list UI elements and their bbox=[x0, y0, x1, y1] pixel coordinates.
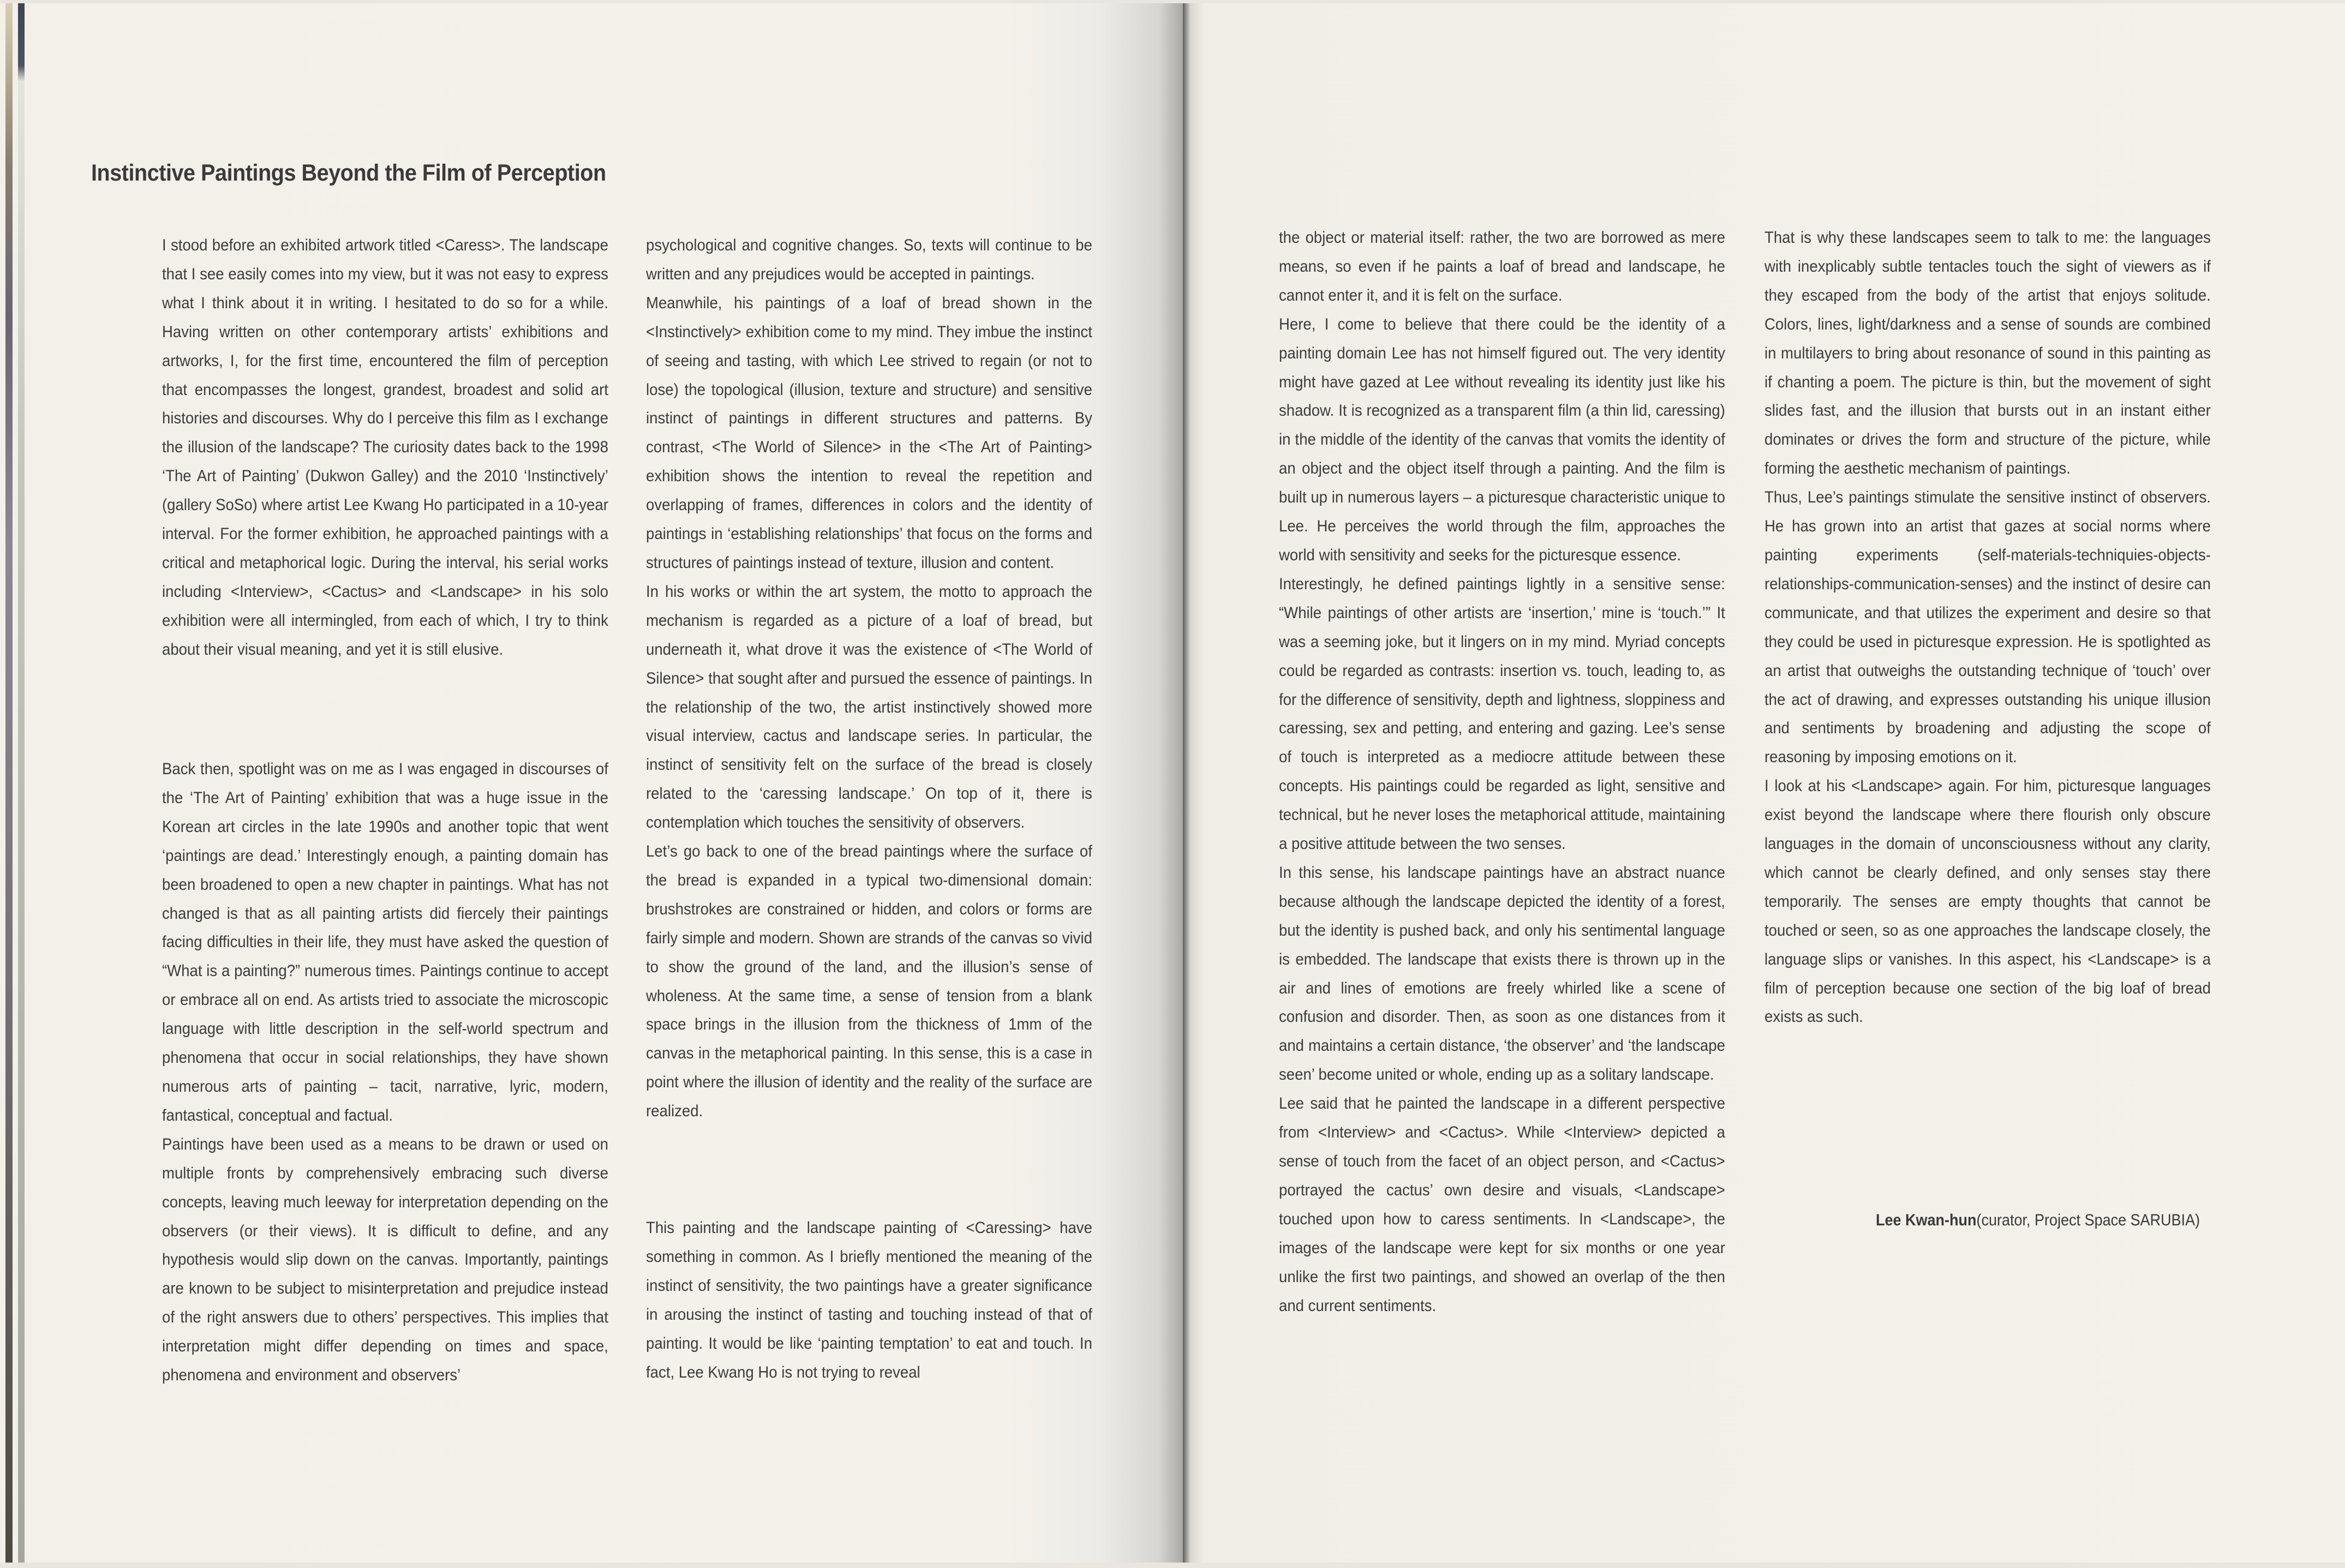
page-edge-stack-inner bbox=[18, 3, 25, 1563]
paragraph: Back then, spotlight was on me as I was engaged in discourses of the ‘The Art of Painting’ exhibition that was a huge issue in the Korean art circles in the late 1990s and another topic that went ‘paintings are dead.’ Interestingly enough, a painting domain has been broadened to open a new chapter in paintings. What has not changed is that as all painting artists did fiercely their paintings facing difficulties in their life, they must have asked the question of “What is a painting?” numerous times. Paintings continue to accept or embrace all on end. As artists tried to associate the microscopic language with little description in the self-world spectrum and phenomena that occur in social relationships, they have shown numerous arts of painting – tacit, narrative, lyric, modern, fantastical, conceptual and factual. bbox=[162, 760, 608, 1124]
paragraph: In his works or within the art system, the motto to approach the mechanism is regarded as a picture of a loaf of bread, but underneath it, what drove it was the existence of <The World of Silence> that sought after and pursued the essence of paintings. In the relationship of the two, the artist instinctively showed more visual interview, cactus and landscape series. In particular, the instinct of sensitivity felt on the surface of the bread is closely related to the ‘caressing landscape.’ On top of it, there is contemplation which touches the sensitivity of observers. bbox=[646, 582, 1092, 832]
paragraph: Interestingly, he defined paintings lightly in a sensitive sense: “While paintings of other artists are ‘insertion,’ mine is ‘touch.’” It was a seeming joke, but it lingers on in my mind. Myriad concepts could be regarded as contrasts: insertion vs. touch, leading to, as for the difference of sensitivity, depth and lightness, sloppiness and caressing, sex and petting, and entering and gazing. Lee’s sense of touch is interpreted as a mediocre attitude between these concepts. His paintings could be regarded as light, sensitive and technical, but he never loses the metaphorical attitude, maintaining a positive attitude between the two senses. bbox=[1279, 574, 1725, 853]
column-3 bbox=[1279, 224, 1725, 1320]
paragraph: I look at his <Landscape> again. For him, picturesque languages exist beyond the landscape where there flourish only obscure languages in the domain of unconsciousness without any clarity, which cannot be clearly defined, and only senses stay there temporarily. The senses are empty thoughts that cannot be touched or seen, so as one approaches the landscape closely, the language slips or vanishes. In this aspect, his <Landscape> is a film of perception because one section of the big loaf of bread exists as such. bbox=[1764, 777, 2211, 1026]
column-4 bbox=[1764, 224, 2211, 1032]
paragraph: I stood before an exhibited artwork titled <Caress>. The landscape that I see easily comes into my view, but it was not easy to express what I think about it in writing. I hesitated to do so for a while. Having written on other contemporary artists’ exhibitions and artworks, I, for the first time, encountered the film of perception that encompasses the longest, grandest, broadest and solid art histories and discourses. Why do I perceive this film as I exchange the illusion of the landscape? The curiosity dates back to the 1998 ‘The Art of Painting’ (Dukwon Galley) and the 2010 ‘Instinctively’ (gallery SoSo) where artist Lee Kwang Ho participated in a 10-year interval. For the former exhibition, he approached paintings with a critical and metaphorical logic. During the interval, his serial works including <Interview>, <Cactus> and <Landscape> in his solo exhibition were all intermingled, from each of which, I try to think about their visual meaning, and yet it is still elusive. bbox=[162, 236, 608, 659]
column-1-block-2 bbox=[162, 755, 608, 1390]
column-2-block-2 bbox=[646, 1214, 1092, 1387]
paragraph: Lee said that he painted the landscape in a different perspective from <Interview> and <Cactus>. While <Interview> depicted a sense of touch from the facet of an object person, and <Cactus> portrayed the cactus’ own desire and visuals, <Landscape> touched upon how to caress sentiments. In <Landscape>, the images of the landscape were kept for six months or one year unlike the first two paintings, and showed an overlap of the then and current sentiments. bbox=[1279, 1094, 1725, 1315]
author-name: Lee Kwan-hun bbox=[1876, 1211, 1977, 1229]
paragraph: the object or material itself: rather, the two are borrowed as mere means, so even if he paints a loaf of bread and landscape, he cannot enter it, and it is felt on the surface. bbox=[1279, 229, 1725, 304]
paragraph: Meanwhile, his paintings of a loaf of bread shown in the <Instinctively> exhibition come to my mind. They imbue the instinct of seeing and tasting, with which Lee strived to regain (or not to lose) the topological (illusion, texture and structure) and sensitive instinct of paintings in different structures and patterns. By contrast, <The World of Silence> in the <The Art of Painting> exhibition shows the intention to reveal the repetition and overlapping of frames, differences in colors and the identity of paintings in ‘establishing relationships’ that focus on the forms and structures of paintings instead of texture, illusion and content. bbox=[646, 294, 1092, 572]
paragraph: In this sense, his landscape paintings have an abstract nuance because although the landscape depicted the identity of a forest, but the identity is pushed back, and only his sentimental language is embedded. The landscape that exists there is thrown up in the air and lines of emotions are freely whirled like a scene of confusion and disorder. Then, as soon as one distances from it and maintains a certain distance, ‘the observer’ and ‘the landscape seen’ become united or whole, ending up as a solitary landscape. bbox=[1279, 863, 1725, 1084]
column-1-block-1 bbox=[162, 231, 608, 665]
paragraph: psychological and cognitive changes. So, texts will continue to be written and any prejudices would be accepted in paintings. bbox=[646, 236, 1092, 283]
paragraph: Let’s go back to one of the bread paintings where the surface of the bread is expanded in a typical two-dimensional domain: brushstrokes are constrained or hidden, and colors or forms are fairly simple and modern. Shown are strands of the canvas so vivid to show the ground of the land, and the illusion’s sense of wholeness. At the same time, a sense of tension from a blank space brings in the illusion from the thickness of 1mm of the canvas in the metaphorical painting. In this sense, this is a case in point where the illusion of identity and the reality of the surface are realized. bbox=[646, 842, 1092, 1121]
paragraph: Thus, Lee’s paintings stimulate the sensitive instinct of observers. He has grown into an artist that gazes at social norms where painting experiments (self-materials-techniquies-objects-relationships-communication-senses) and the instinct of desire can communicate, and that utilizes the experiment and desire so that they could be used in picturesque expression. He is spotlighted as an artist that outweighs the outstanding technique of ‘touch’ over the act of drawing, and expresses outstanding his unique illusion and sentiments by broadening and adjusting the scope of reasoning by imposing emotions on it. bbox=[1764, 488, 2211, 767]
author-signature bbox=[1876, 1211, 2200, 1230]
page-edge-stack bbox=[5, 3, 13, 1563]
author-role: (curator, Project Space SARUBIA) bbox=[1976, 1211, 2200, 1229]
paragraph: This painting and the landscape painting of <Caressing> have something in common. As I briefly mentioned the meaning of the instinct of sensitivity, the two paintings have a greater significance in arousing the instinct of tasting and touching instead of that of painting. It would be like ‘painting temptation’ to eat and touch. In fact, Lee Kwang Ho is not trying to reveal bbox=[646, 1219, 1092, 1381]
column-2-block-1 bbox=[646, 231, 1092, 1126]
paragraph: Here, I come to believe that there could be the identity of a painting domain Lee has not himself figured out. The very identity might have gazed at Lee without revealing its identity just like his shadow. It is recognized as a transparent film (a thin lid, caressing) in the middle of the identity of the canvas that vomits the identity of an object and the object itself through a painting. And the film is built up in numerous layers – a picturesque characteristic unique to Lee. He perceives the world through the film, approaches the world with sensitivity and seeks for the picturesque essence. bbox=[1279, 315, 1725, 564]
paragraph: That is why these landscapes seem to talk to me: the languages with inexplicably subtle tentacles touch the sight of viewers as if they escaped from the body of the artist that enjoys solitude. Colors, lines, light/darkness and a sense of sounds are combined in multilayers to bring about resonance of sound in this painting as if chanting a poem. The picture is thin, but the movement of sight slides fast, and the illusion that bursts out in an instant either dominates or drives the form and structure of the picture, while forming the aesthetic mechanism of paintings. bbox=[1764, 229, 2211, 478]
article-title: Instinctive Paintings Beyond the Film of Perception bbox=[91, 159, 606, 186]
paragraph: Paintings have been used as a means to be drawn or used on multiple fronts by comprehensively embracing such diverse concepts, leaving much leeway for interpretation depending on the observers (or their views). It is difficult to define, and any hypothesis would slip down on the canvas. Importantly, paintings are known to be subject to misinterpretation and prejudice instead of the right answers due to others’ perspectives. This implies that interpretation might differ depending on times and space, phenomena and environment and observers’ bbox=[162, 1135, 608, 1385]
